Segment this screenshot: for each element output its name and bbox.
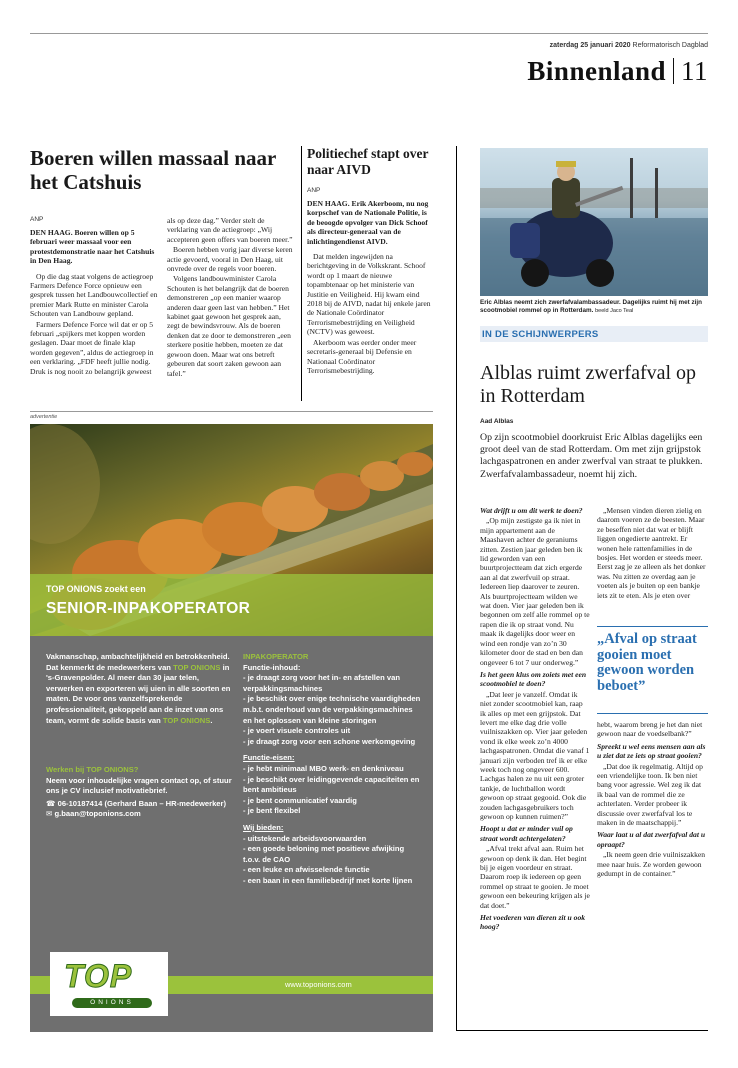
- ad-offer-item: - een goede beloning met positieve afwijking t.o.v. de CAO: [243, 844, 405, 864]
- article3-answer: hebt, waarom breng je het dan niet gewoon naar de voedselbank?”: [597, 720, 703, 739]
- article3-answer: „Op mijn zestigste ga ik niet in mijn appartement aan de Maashaven achter de geraniums zitten. Zestien jaar geleden ben ik lid geworden van een buurtprojectteam dat zich ergerde aan al dat zwerfvuil op straat. Iedereen liep daarover te zeuren. Als buurtprojectteam wilden we wat doen. Vier jaar geleden ben ik begonnen om zelf alle rommel op te rapen die ik op straat vond. Nu maak ik dagelijks door weer en wind een rondje van zo’n 30 kilometer door de stad en ben dan ongeveer 6 tot 7 uur onderweg.”: [480, 516, 590, 667]
- ad-kicker: TOP ONIONS zoekt een: [46, 584, 146, 594]
- article2-para: Akerboom was eerder onder meer secretaris-generaal bij Defensie en Nationaal Coördinator Terrorismebestrijding.: [307, 337, 417, 375]
- ad-duty: - je draagt zorg voor een schone werkomgeving: [243, 736, 416, 746]
- top-rule: [30, 33, 708, 34]
- article3-answer: „Afval trekt afval aan. Ruim het gewoon op denk ik dan. Het begint bij je eigen voordeur en straat. Daarom roep ik iedereen op geen rommel op straat te gooien. Je moet gewoon een bekeuring krijgen als je dat doet.”: [480, 844, 590, 910]
- article3-question: Spreekt u wel eens mensen aan als u ziet dat ze iets op straat gooien?: [597, 741, 706, 761]
- article3-headline: Alblas ruimt zwerfafval op in Rotterdam: [480, 362, 697, 407]
- logo-subtext: ONIONS: [72, 998, 152, 1008]
- section-divider: [673, 58, 674, 84]
- rubric: IN DE SCHIJNWERPERS: [482, 329, 599, 340]
- article2-para: Dat melden ingewijden na berichtgeving in de Volkskrant. Schoof wordt op 1 maart de nieuwe topambtenaar op het ministerie van Justitie en Veiligheid. Hij kwam eind 2018 bij de AIVD, nadat hij enkele jaren de Nationale Coördinator Terrorismebestrijding en Veiligheid (NCTV) was geweest.: [307, 252, 431, 337]
- alblas-photo: [480, 148, 708, 296]
- column-rule: [301, 146, 302, 401]
- article3-byline: Aad Alblas: [480, 418, 514, 425]
- ad-duty: - je beschikt over enige technische vaardigheden m.b.t. onderhoud van de verpakkingsmachines en het oplossen van kleine storingen: [243, 694, 421, 725]
- article1-para: Op die dag staat volgens de actiegroep Farmers Defence Force opnieuw een gesprek tussen het Landbouwcollectief en premier Mark Rutte en minister Carola Schouten van Landbouw gepland.: [30, 271, 158, 319]
- article1-col2: [167, 216, 295, 379]
- ad-email: g.baan@toponions.com: [54, 809, 141, 819]
- ad-requirement: - je bent flexibel: [243, 806, 301, 816]
- article1-para: Volgens landbouwminister Carola Schouten is het belangrijk dat de boeren demonstreren „op een manier waarop anderen daar geen last van hebben.” Het kabinet gaat gewoon het gesprek aan, zegt de bewindsvrouw. Als de boeren denken dat ze door te demonstreren „een sterkere positie hebben, moeten ze dat gewoon doen. Maar wat ons betreft gebeuren dat soort zaken gewoon aan tafel.”: [167, 274, 291, 378]
- scootmobiel-photo: [480, 148, 708, 296]
- ad-brand: TOP ONIONS: [162, 715, 211, 725]
- article3-question: Is het geen klus om zoiets met een scootmobiel te doen?: [480, 669, 587, 689]
- ad-intro-text: .: [210, 715, 213, 725]
- ad-intro: [46, 652, 236, 726]
- article3-answer: „Ik neem geen drie vuilniszakken mee naar huis. Ze worden gewoon gedumpt in de container.”: [597, 850, 706, 879]
- ad-brand: TOP ONIONS: [173, 662, 221, 672]
- article1-para: Boeren hebben vorig jaar diverse keren actie gevoerd, vooral in Den Haag, uit onvrede over de regels voor boeren.: [167, 245, 293, 274]
- section-title: [460, 56, 708, 90]
- article1-para: als op deze dag.” Verder stelt de verklaring van de actiegroep: „Wij accepteren geen offers van boeren meer.”: [167, 216, 293, 244]
- ad-requirement: - je hebt minimaal MBO werk- en denkniveau: [243, 763, 404, 773]
- ad-offer-item: - uitstekende arbeidsvoorwaarden: [243, 833, 367, 843]
- page-number: 11: [681, 56, 708, 86]
- article3-answer: „Dat doe ik regelmatig. Altijd op een vriendelijke toon. Ik ben niet bang voor agressie. Wel zeg ik dat ik baal van de rommel die ze achterlaten. Verder probeer ik discussie over zwerfafval los te maken in de maatschappij.”: [597, 761, 703, 828]
- ad-website[interactable]: www.toponions.com: [285, 980, 352, 989]
- article3-answer: „Dat leer je vanzelf. Omdat ik niet zonder scootmobiel kan, raap ik alles op met een grijpstok. Dat levert me elke dag drie volle vuilniszakken op. Vier jaar geleden vond ik elke week zo’n 4000 lachgaspatronen. Omdat die vanaf 1 januari zijn verboden tref ik er elke week toch nog ongeveer 600. Lachgas halen ze nu uit een groter tankje, de luchtballon wordt gewoon op straat gegooid. Ook die zouden lachgasgebruikers toch gewoon op kunnen ruimen?”: [480, 689, 590, 821]
- article3-col1: [480, 506, 590, 933]
- ad-apply: [46, 765, 236, 820]
- ad-intro-text: Vakmanschap, ambachtelijkheid en betrokkenheid. Dat kenmerkt de medewerkers van: [46, 652, 230, 672]
- advertisement[interactable]: [30, 424, 433, 1032]
- article3-question: Wat drijft u om dit werk te doen?: [480, 506, 583, 515]
- article1-byline: ANP: [30, 216, 44, 223]
- pull-quote: „Afval op straat gooien moet gewoon worden beboet”: [597, 631, 697, 694]
- ad-requirements-heading: Functie-eisen:: [243, 753, 295, 763]
- photo-caption-text: Eric Alblas neemt zich zwerfafvalambassadeur. Dagelijks ruimt hij met zijn scootmobiel rommel op in Rotterdam.: [480, 299, 702, 314]
- ad-duty: - je draagt zorg voor het in- en afstellen van verpakkingsmachines: [243, 673, 400, 693]
- ad-requirement: - je bent communicatief vaardig: [243, 795, 357, 805]
- date-line: [490, 42, 708, 49]
- article3-question: Waar laat u al dat zwerfafval dat u opraapt?: [597, 830, 706, 849]
- ad-rule: [30, 411, 433, 412]
- article3-question: Het voederen van dieren zit u ook hoog?: [480, 913, 586, 932]
- article3-col2-top: [597, 506, 708, 601]
- ad-apply-heading: Werken bij TOP ONIONS?: [46, 765, 139, 774]
- mail-icon: ✉: [46, 809, 53, 819]
- article1-headline: Boeren willen massaal naar het Catshuis: [30, 146, 276, 194]
- right-column-rule: [456, 146, 457, 1030]
- article2-lead: DEN HAAG. Erik Akerboom, nu nog korpschef van de Nationale Politie, is de beoogde opvolger van Dick Schoof als directeur-generaal van de inlichtingendienst AIVD.: [307, 199, 429, 246]
- article2-byline: ANP: [307, 187, 321, 194]
- article3-question: Hoopt u dat er minder vuil op straat wordt achtergelaten?: [480, 824, 573, 843]
- date: zaterdag 25 januari 2020: [549, 42, 631, 49]
- ad-label: advertentie: [30, 414, 58, 420]
- article3-answer: „Mensen vinden dieren zielig en daarom voeren ze de beesten. Maar ze beseffen niet dat wat er blijft liggen ongedierte aantrekt. Er wonen hele rattenfamilies in de bosjes. Het worden er steeds meer. Eerst zag je ze alleen als het donker was. Nu zitten ze overdag aan je voeten als je buiten op een bankje iets zit te eten. Als je eten over: [597, 506, 706, 600]
- article1-lead: DEN HAAG. Boeren willen op 5 februari weer massaal voor een protestdemonstratie naar het Catshuis in Den Haag.: [30, 228, 155, 266]
- photo-credit: beeld Jaco Teal: [595, 308, 634, 314]
- ad-offer-item: - een baan in een familiebedrijf met korte lijnen: [243, 875, 413, 885]
- ad-phone-row[interactable]: [46, 799, 236, 810]
- pullquote-rule-bottom: [597, 713, 708, 714]
- ad-duties-heading: Functie-inhoud:: [243, 662, 301, 672]
- photo-caption: [480, 299, 708, 315]
- article1-col1: [30, 228, 158, 377]
- article1-para: Farmers Defence Force wil dat er op 5 februari „spijkers met koppen worden geslagen. Daar moet de finale klap worden gegeven”, aldus de actiegroep in een verklaring. „FDF heeft jullie nodig. Druk is nog nooit zo belangrijk geweest: [30, 319, 154, 376]
- phone-icon: ☎: [46, 798, 56, 808]
- article3-col2-bottom: [597, 720, 708, 880]
- logo-text: TOP: [64, 958, 133, 994]
- paper-name: Reformatorisch Dagblad: [632, 42, 708, 49]
- article3-intro: Op zijn scootmobiel doorkruist Eric Alblas dagelijks een groot deel van de stad Rotterdam. Om met zijn grijpstok lachgaspatronen en ander zwerfval van straat te plukken. Zwerfafvalambassadeur, noemt hij zich.: [480, 432, 703, 480]
- rubric-bar: [480, 326, 708, 342]
- article2-headline: Politiechef stapt over naar AIVD: [307, 146, 429, 177]
- ad-details: [243, 652, 421, 886]
- ad-offer-item: - een leuke en afwisselende functie: [243, 865, 370, 875]
- ad-phone: 06-10187414 (Gerhard Baan – HR-medewerker): [57, 798, 227, 808]
- ad-requirement: - je beschikt over leidinggevende capaciteiten en bent ambitieus: [243, 774, 420, 795]
- pullquote-rule-top: [597, 626, 708, 627]
- section-name: Binnenland: [527, 56, 666, 86]
- ad-apply-text: Neem voor inhoudelijke vragen contact op, of stuur ons je CV inclusief motivatiebrief.: [46, 775, 232, 796]
- ad-role-heading: INPAKOPERATOR: [243, 652, 309, 661]
- top-onions-logo: [50, 952, 168, 1016]
- bottom-rule: [456, 1030, 708, 1031]
- ad-job-title: SENIOR-INPAKOPERATOR: [46, 600, 251, 617]
- article2-body: [307, 199, 433, 376]
- ad-email-row[interactable]: [46, 809, 236, 820]
- ad-duty: - je voert visuele controles uit: [243, 726, 351, 736]
- ad-offer-heading: Wij bieden:: [243, 822, 284, 832]
- ad-intro-text: in 's-Gravenpolder. Al meer dan 30 jaar telen, verwerken en exporteren wij uien in alle soorten en maten. De voor ons vanzelfsprekende professionaliteit, gekoppeld aan de inzet van ons team, vormt de solide basis van: [46, 662, 231, 725]
